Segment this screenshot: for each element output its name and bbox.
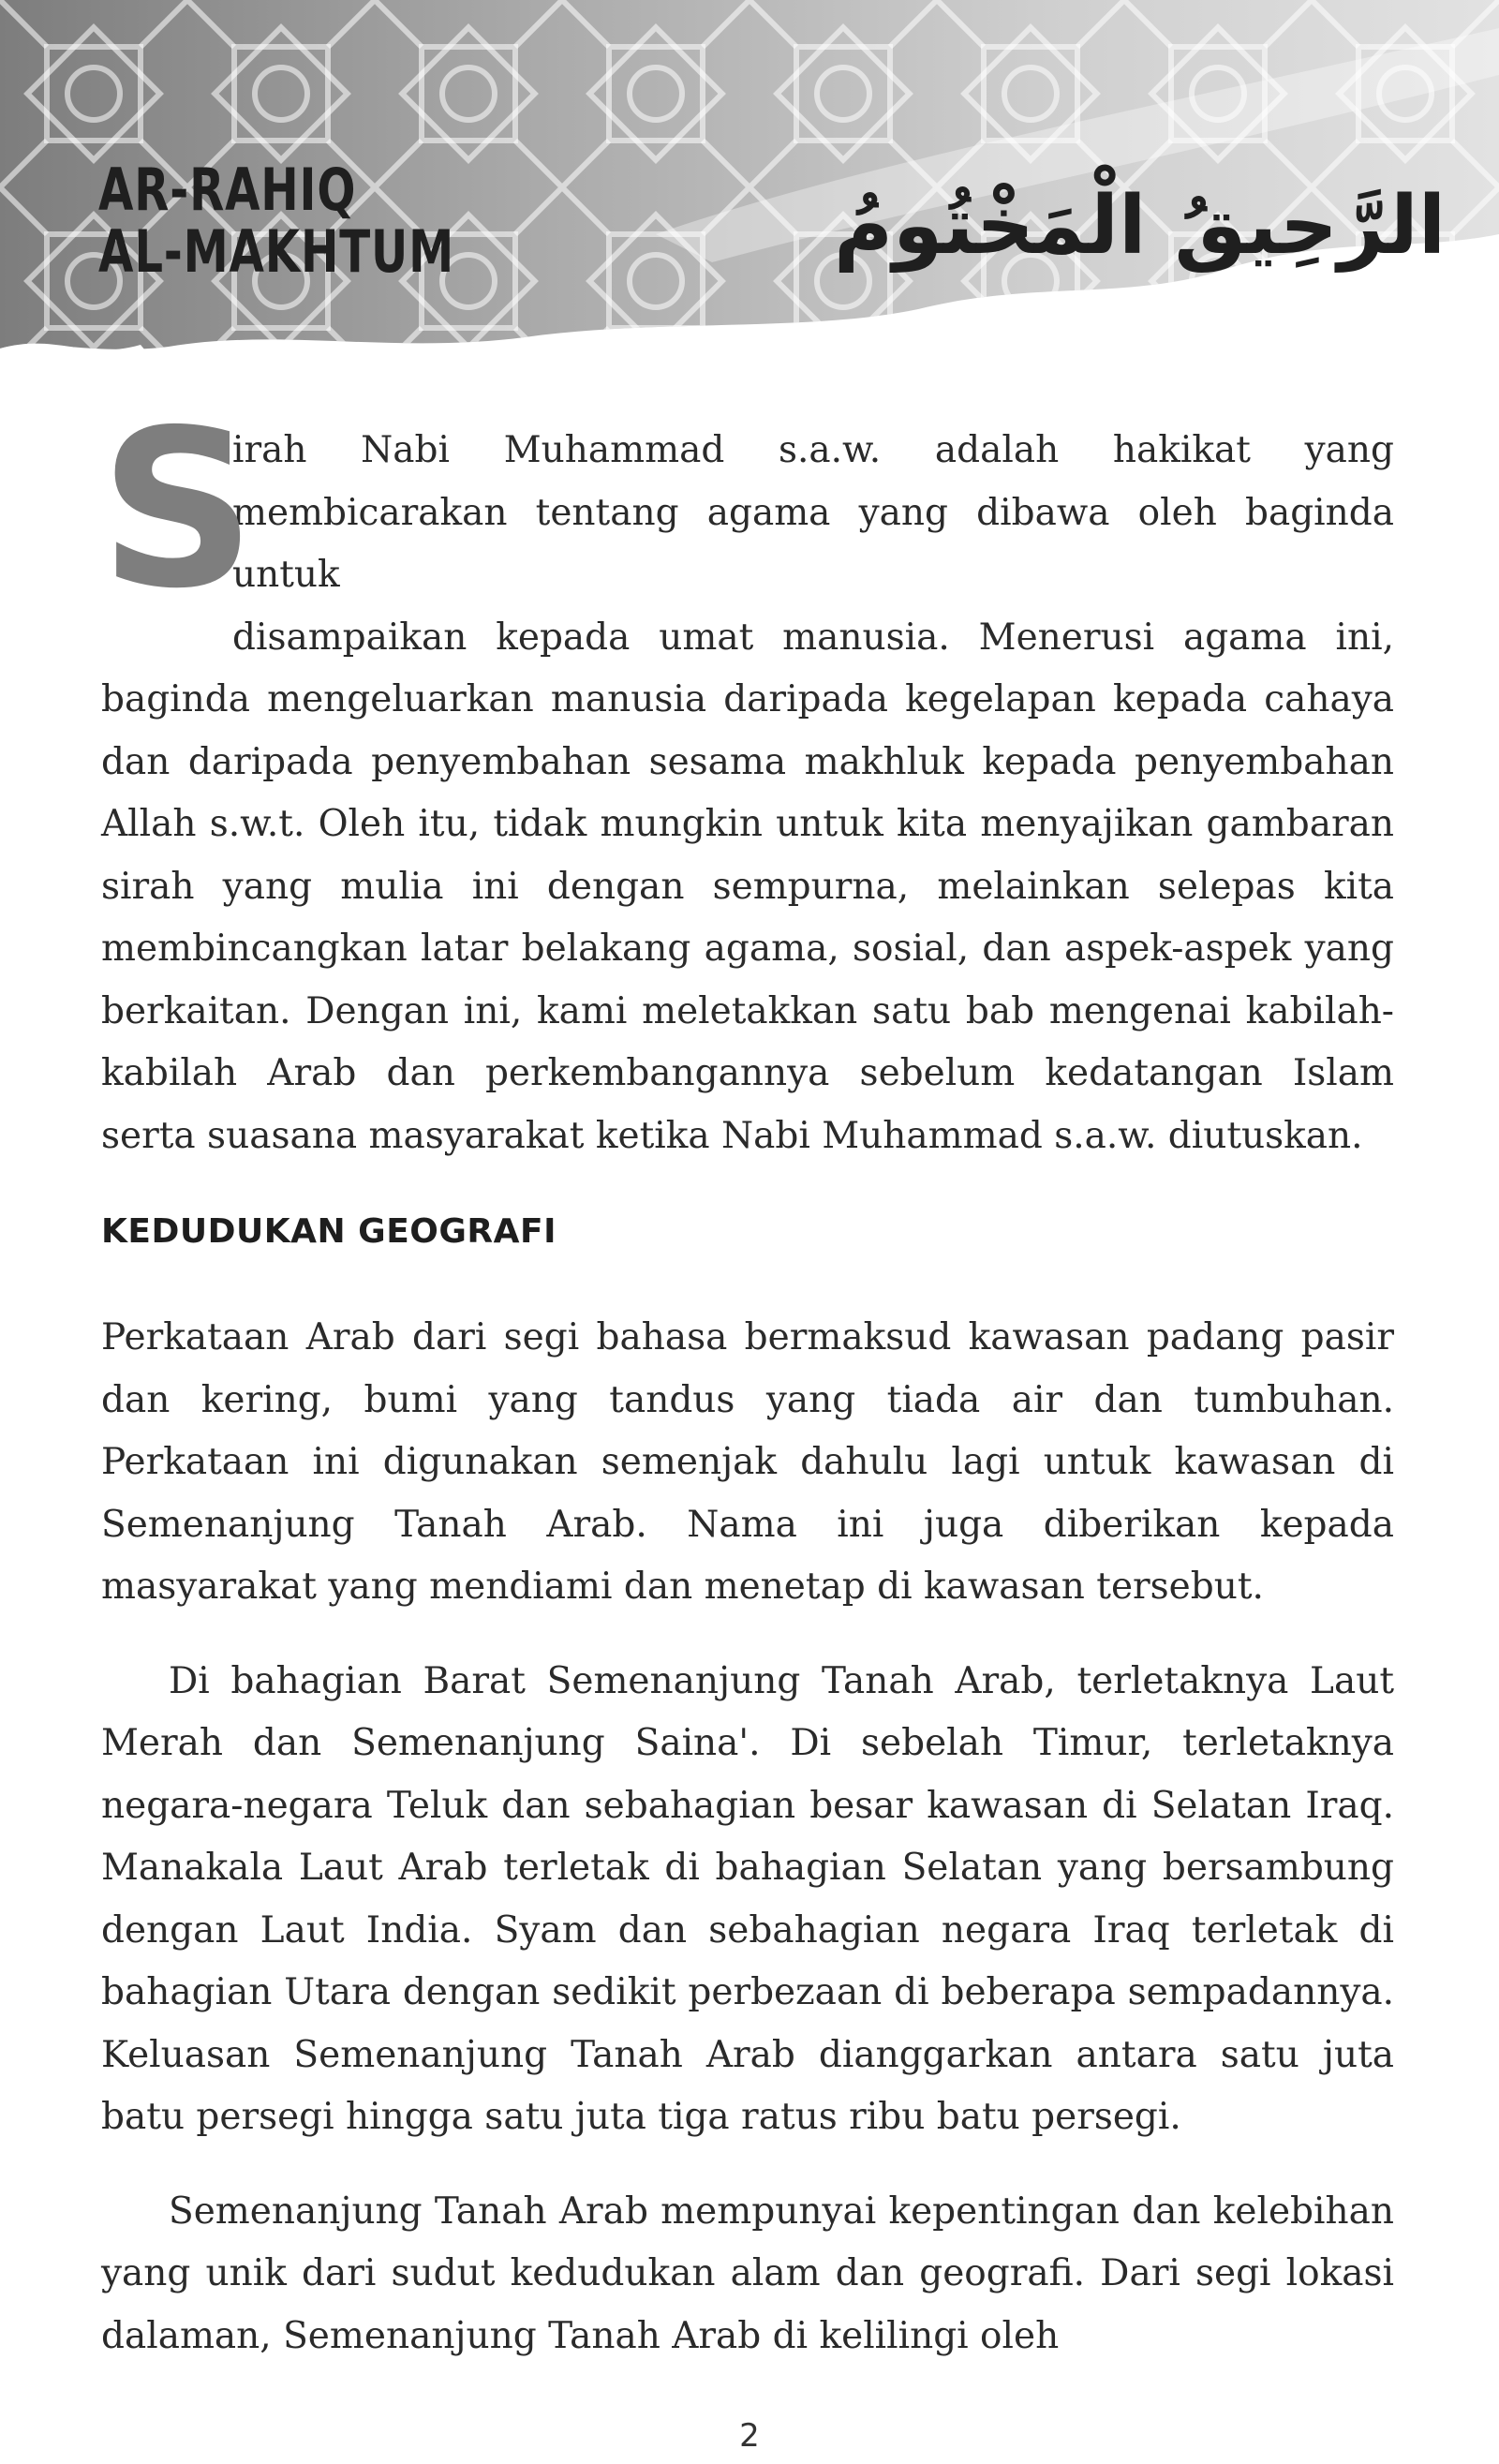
intro-line: dan daripada penyembahan sesama makhluk kepada penyembahan xyxy=(101,740,1394,783)
body-paragraph: Di bahagian Barat Semenanjung Tanah Arab, terletaknya Laut Merah dan Semenanjung Saina'. Di sebelah Timur, terletaknya negara-negara Teluk dan sebahagian besar kawasan di Selatan Iraq. Manakala Laut Arab terletak di bahagian Selatan yang bersambung dengan Laut India. Syam dan sebahagian negara Iraq terletak di bahagian Utara dengan sedikit perbezaan di beberapa sempadannya. Keluasan Semenanjung Tanah Arab dianggarkan antara satu juta batu persegi hingga satu juta tiga ratus ribu batu persegi. xyxy=(101,1659,1394,2138)
intro-line: serta suasana masyarakat ketika Nabi Muhammad s.a.w. diutuskan. xyxy=(101,1114,1363,1157)
intro-line: berkaitan. Dengan ini, kami meletakkan satu bab mengenai kabilah- xyxy=(101,989,1394,1032)
page-number: 2 xyxy=(739,2417,760,2455)
intro-line: membicarakan tentang agama yang dibawa oleh baginda untuk xyxy=(232,491,1394,596)
intro-line: disampaikan kepada umat manusia. Menerusi agama ini, xyxy=(232,616,1394,659)
section-heading: KEDUDUKAN GEOGRAFI xyxy=(101,1212,557,1251)
intro-line: kabilah Arab dan perkembangannya sebelum kedatangan Islam xyxy=(101,1052,1394,1094)
paragraph-spacer xyxy=(101,1619,1394,1651)
paragraph-spacer xyxy=(101,2149,1394,2181)
arabic-calligraphy-title xyxy=(403,141,1447,309)
title-line-1: AR-RAHIQ xyxy=(98,156,357,224)
body-paragraph: Perkataan Arab dari segi bahasa bermaksud kawasan padang pasir dan kering, bumi yang tandus yang tiada air dan tumbuhan. Perkataan ini digunakan semenjak dahulu lagi untuk kawasan di Semenanjung Tanah Arab. Nama ini juga diberikan kepada masyarakat yang mendiami dan menetap di kawasan tersebut. xyxy=(101,1316,1394,1608)
intro-line: sirah yang mulia ini dengan sempurna, melainkan selepas kita xyxy=(101,865,1394,908)
page-header xyxy=(0,0,1499,356)
dropcap-letter xyxy=(99,383,257,636)
page-body xyxy=(99,383,1394,2368)
title-line-2: AL-MAKHTUM xyxy=(98,217,454,286)
book-title xyxy=(98,156,454,286)
arabic-title-text: الرَّحِيقُ الْمَخْتُومُ xyxy=(834,179,1447,273)
body-paragraph: Semenanjung Tanah Arab mempunyai kepentingan dan kelebihan yang unik dari sudut kedudukan alam dan geografi. Dari segi lokasi dalaman, Semenanjung Tanah Arab di kelilingi oleh xyxy=(101,2189,1394,2357)
intro-line: Allah s.w.t. Oleh itu, tidak mungkin untuk kita menyajikan gambaran xyxy=(101,803,1394,845)
dropcap-text: S xyxy=(99,383,257,636)
intro-line: baginda mengeluarkan manusia daripada kegelapan kepada cahaya xyxy=(101,678,1394,720)
intro-paragraph xyxy=(99,383,1394,1167)
intro-line: irah Nabi Muhammad s.a.w. adalah hakikat yang xyxy=(232,429,1394,471)
intro-line: membincangkan latar belakang agama, sosial, dan aspek-aspek yang xyxy=(101,928,1394,970)
